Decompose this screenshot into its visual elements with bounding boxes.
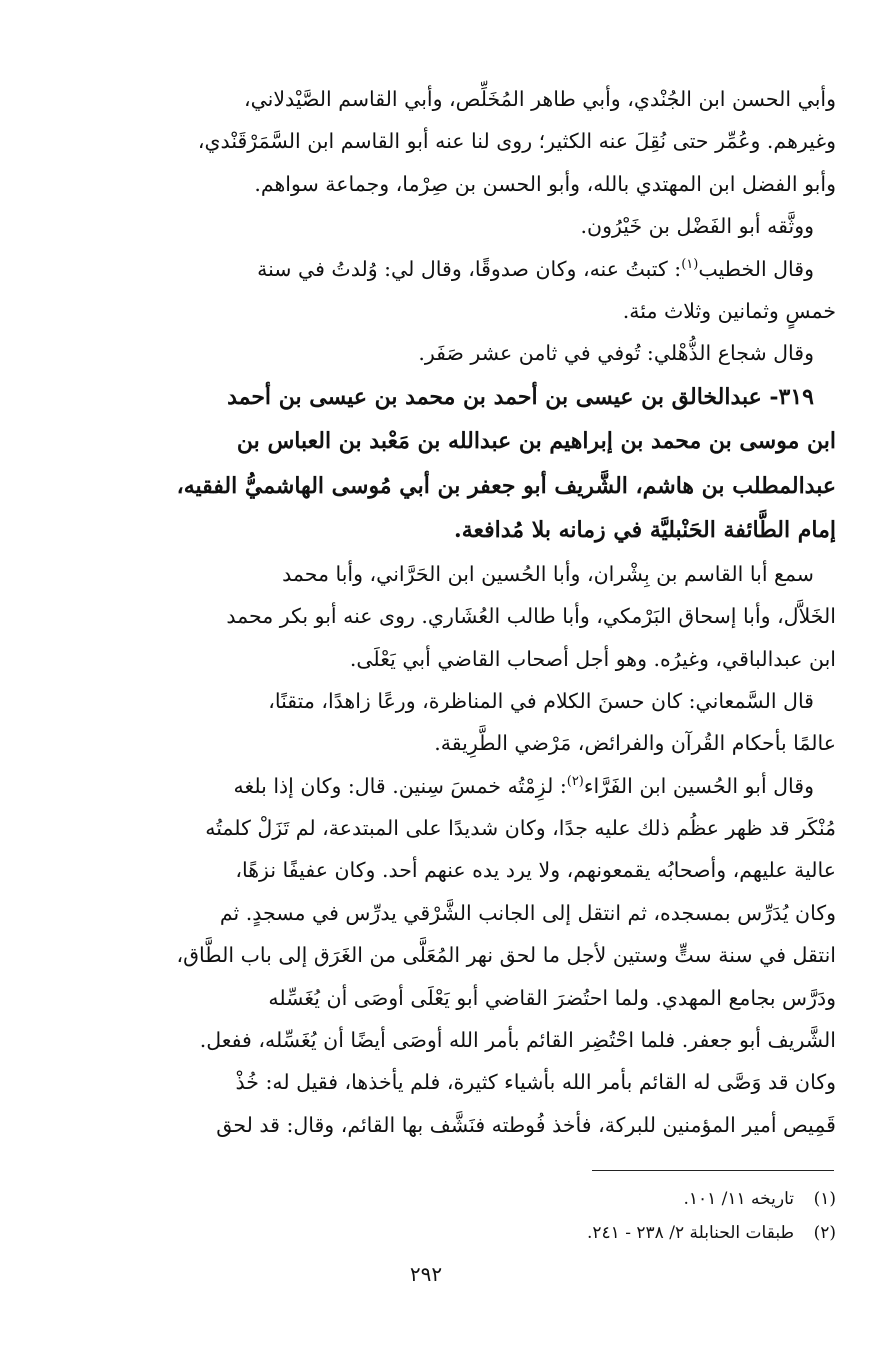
footnote-1-number: (١) <box>813 1189 836 1209</box>
text-line-22: ودَرَّس بجامع المهدي. ولما احتُضرَ القاضي أبو يَعْلَى أوصَى أن يُغَسِّله <box>268 985 836 1010</box>
text-line-14: ابن عبدالباقي، وغيرُه. وهو أجل أصحاب القاضي أبي يَعْلَى. <box>349 646 836 671</box>
text-line-17-head: وقال أبو الحُسين ابن الفَرَّاء <box>583 773 814 798</box>
text-line-7: وقال شجاع الذُّهْلي: تُوفي في ثامن عشر صَفَر. <box>418 341 814 366</box>
main-text <box>36 78 836 1146</box>
entry-heading-line-1: ٣١٩- عبدالخالق بن عيسى بن أحمد بن محمد بن عيسى بن أحمد <box>227 383 814 410</box>
footnote-2-text: طبقات الحنابلة ٢/ ٢٣٨ - ٢٤١. <box>587 1223 794 1243</box>
text-line-2: وغيرهم. وعُمِّر حتى نُقِلَ عنه الكثير؛ روى لنا عنه أبو القاسم ابن السَّمَرْقَنْدي، <box>197 129 836 154</box>
text-line-13: الخَلاَّل، وأبا إسحاق البَرْمكي، وأبا طالب العُشَاري. روى عنه أبو بكر محمد <box>226 604 836 629</box>
text-line-5-tail: : كتبتُ عنه، وكان صدوقًا، وقال لي: وُلدتُ في سنة <box>257 256 682 281</box>
footnotes <box>36 1182 836 1250</box>
text-line-6: خمسٍ وثمانين وثلاث مئة. <box>622 298 836 323</box>
footnote-divider <box>592 1170 834 1171</box>
text-line-1: وأبي الحسن ابن الجُنْدي، وأبي طاهر المُخَلِّص، وأبي القاسم الصَّيْدلاني، <box>243 87 836 111</box>
text-line-19: عالية عليهم، وأصحابُه يقمعونهم، ولا يرد يده عنهم أحد. وكان عفيفًا نزهًا، <box>235 858 836 883</box>
footnote-2 <box>36 1216 836 1250</box>
text-line-15: قال السَّمعاني: كان حسنَ الكلام في المناظرة، ورعًا زاهدًا، متقنًا، <box>268 688 814 713</box>
text-line-5-head: وقال الخطيب <box>698 256 814 281</box>
text-line-4: ووثَّقه أبو الفَضْل بن خَيْرُون. <box>580 214 814 239</box>
text-line-12: سمع أبا القاسم بن بِشْران، وأبا الحُسين ابن الحَرَّاني، وأبا محمد <box>282 561 814 586</box>
footnote-mark-2: (٢) <box>566 773 584 789</box>
footnote-1 <box>36 1182 836 1216</box>
text-line-17 <box>36 765 836 807</box>
text-line-18: مُنْكَر قد ظهر عظُم ذلك عليه جدًا، وكان شديدًا على المبتدعة، لم تَزَلْ كلمتُه <box>205 816 836 841</box>
text-line-20: وكان يُدَرِّس بمسجده، ثم انتقل إلى الجانب الشَّرْقي يدرِّس في مسجدٍ. ثم <box>219 900 836 925</box>
page-number: ٢٩٢ <box>409 1262 443 1286</box>
text-line-25: قَمِيص أمير المؤمنين للبركة، فأخذ فُوطته فنَشَّف بها القائم، وقال: قد لحق <box>216 1112 836 1137</box>
text-line-5 <box>36 248 836 290</box>
footnote-2-number: (٢) <box>813 1223 836 1243</box>
text-line-21: انتقل في سنة ستٍّ وستين لأجل ما لحق نهر المُعَلَّى من الغَرَق إلى باب الطَّاق، <box>176 943 836 968</box>
footnote-mark-1: (١) <box>681 256 699 272</box>
entry-heading-line-4: إمام الطَّائفة الحَنْبليَّة في زمانه بلا مُدافعة. <box>454 517 836 544</box>
text-line-23: الشَّريف أبو جعفر. فلما احْتُضِر القائم بأمر الله أوصَى أيضًا أن يُغَسِّله، ففعل. <box>199 1028 836 1053</box>
text-line-17-tail: : لزِمْتُه خمسَ سِنين. قال: وكان إذا بلغه <box>233 773 567 798</box>
text-line-16: عالمًا بأحكام القُرآن والفرائض، مَرْضي الطَّرِيقة. <box>434 731 836 756</box>
text-line-3: وأبو الفضل ابن المهتدي بالله، وأبو الحسن بن صِرْما، وجماعة سواهم. <box>254 171 836 196</box>
entry-heading-line-3: عبدالمطلب بن هاشم، الشَّريف أبو جعفر بن أبي مُوسى الهاشميُّ الفقيه، <box>176 472 836 499</box>
text-line-24: وكان قد وَصَّى له القائم بأمر الله بأشياء كثيرة، فلم يأخذها، فقيل له: خُذْ <box>235 1070 836 1095</box>
entry-heading-line-2: ابن موسى بن محمد بن إبراهيم بن عبدالله بن مَعْبد بن العباس بن <box>236 428 836 455</box>
footnote-1-text: تاريخه ١١/ ١٠١. <box>683 1189 794 1209</box>
